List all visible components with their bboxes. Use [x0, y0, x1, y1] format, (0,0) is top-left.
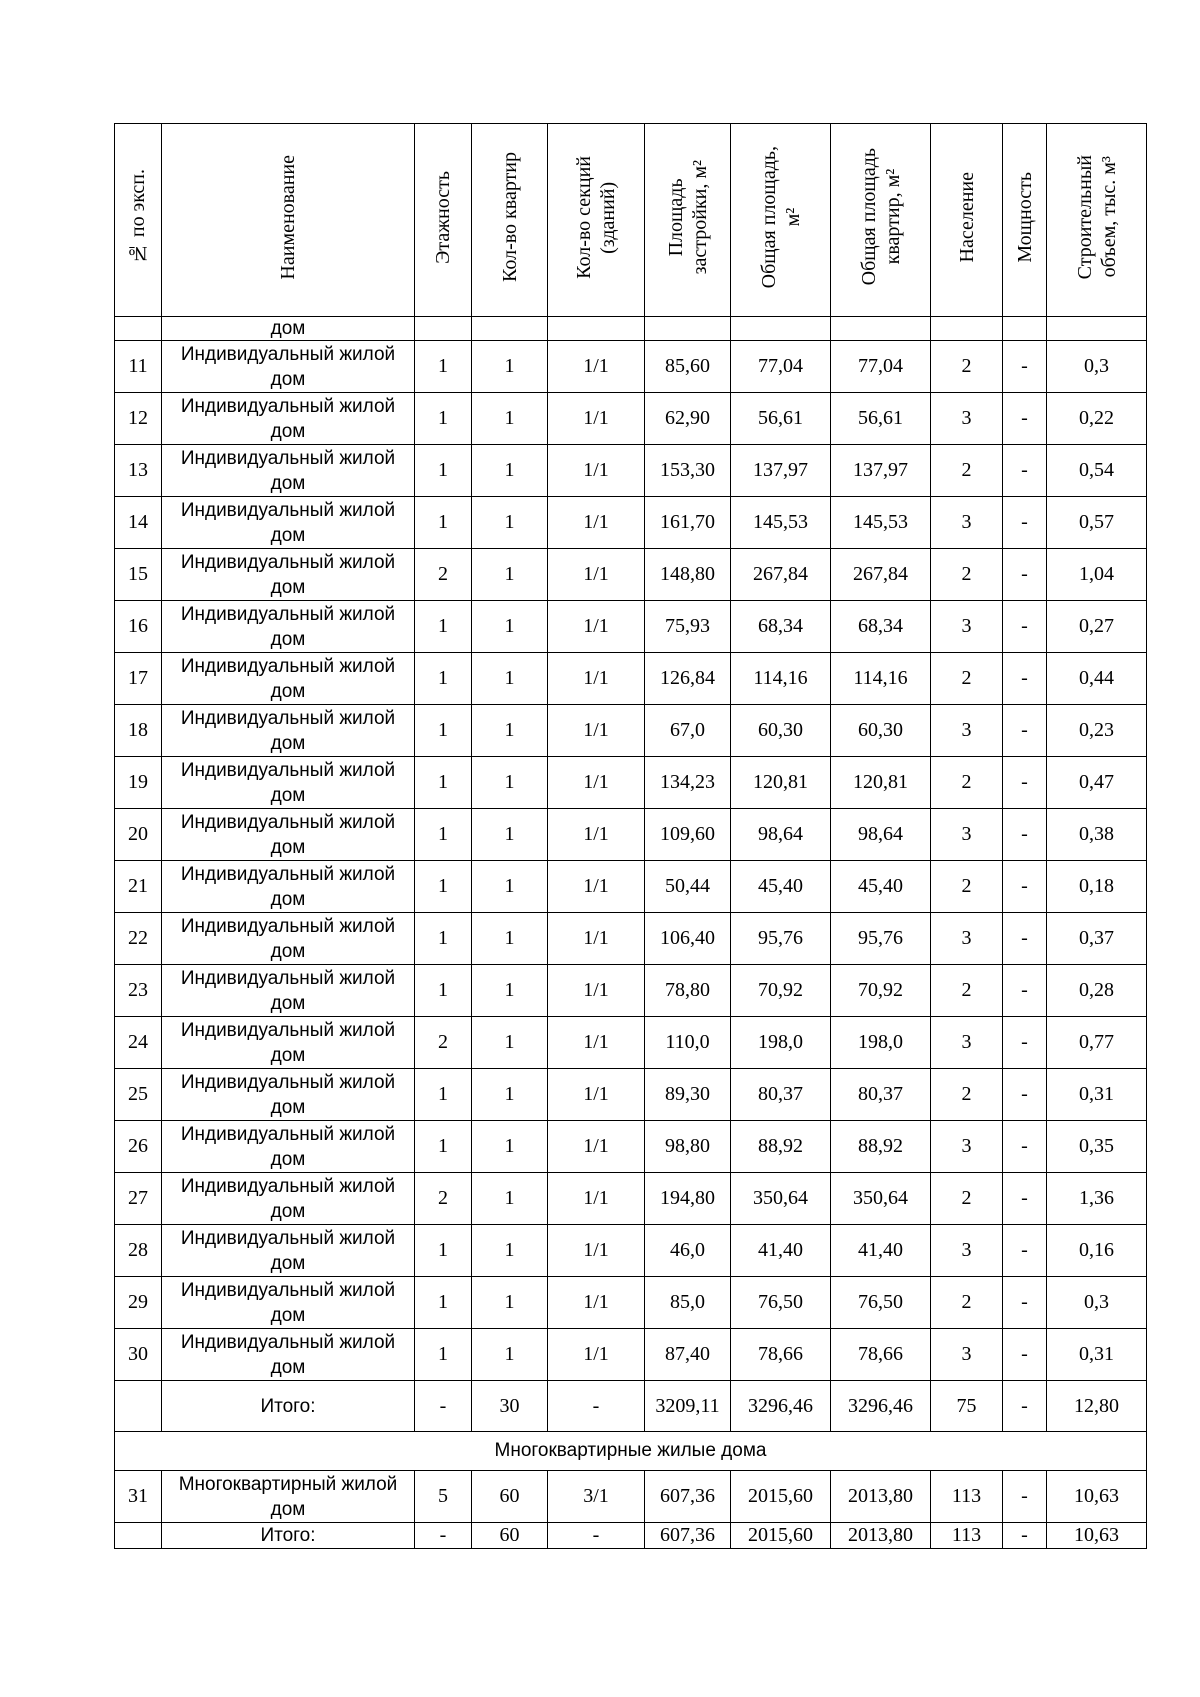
- cell-volume: 1,04: [1047, 549, 1147, 601]
- cell-population: 2: [931, 341, 1003, 393]
- cell-sections: 1/1: [548, 393, 645, 445]
- cell-total-area: 198,0: [731, 1017, 831, 1069]
- cell-volume: 10,63: [1047, 1523, 1147, 1549]
- cell-apt-area: 95,76: [831, 913, 931, 965]
- cell-sections: 1/1: [548, 1017, 645, 1069]
- cell-name: Индивидуальный жилой дом: [162, 757, 415, 809]
- cell-name: Индивидуальный жилой дом: [162, 1069, 415, 1121]
- cell-apts: 1: [472, 1225, 548, 1277]
- cell-capacity: -: [1003, 653, 1047, 705]
- cell-name: Индивидуальный жилой дом: [162, 601, 415, 653]
- cell-total-area: 78,66: [731, 1329, 831, 1381]
- cell-floors: 5: [415, 1471, 472, 1523]
- header-num: № по эксп.: [115, 124, 162, 317]
- cell-num: 20: [115, 809, 162, 861]
- cell-floors: 2: [415, 1017, 472, 1069]
- cell-capacity: -: [1003, 757, 1047, 809]
- cell-build-area: 75,93: [645, 601, 731, 653]
- header-row: [115, 124, 1147, 317]
- cell-name: Индивидуальный жилой дом: [162, 1277, 415, 1329]
- cell-apt-area: 145,53: [831, 497, 931, 549]
- cell-population: 2: [931, 549, 1003, 601]
- cell-total-area: 2015,60: [731, 1471, 831, 1523]
- cell-sections: 1/1: [548, 705, 645, 757]
- cell-apts: 60: [472, 1523, 548, 1549]
- cell-volume: 0,54: [1047, 445, 1147, 497]
- cell-apts: 60: [472, 1471, 548, 1523]
- cell-capacity: -: [1003, 1017, 1047, 1069]
- cell-num: 15: [115, 549, 162, 601]
- cell-sections: 1/1: [548, 757, 645, 809]
- table-row: [115, 341, 1147, 393]
- cell-apts: 1: [472, 1121, 548, 1173]
- cell-name: Многоквартирный жилой дом: [162, 1471, 415, 1523]
- cell-num: 17: [115, 653, 162, 705]
- cell-apt-area: 88,92: [831, 1121, 931, 1173]
- cell-apt-area: 120,81: [831, 757, 931, 809]
- cell-population: 113: [931, 1471, 1003, 1523]
- cell-sections: -: [548, 1523, 645, 1549]
- cell-name: Индивидуальный жилой дом: [162, 1121, 415, 1173]
- header-volume: Строительный объем, тыс. м³: [1047, 124, 1147, 317]
- cell-sections: 1/1: [548, 1121, 645, 1173]
- table-row: [115, 1069, 1147, 1121]
- cell-apt-area: 68,34: [831, 601, 931, 653]
- cell-apts: 1: [472, 1017, 548, 1069]
- cell-population: 2: [931, 1069, 1003, 1121]
- cell-build-area: 148,80: [645, 549, 731, 601]
- cell-capacity: -: [1003, 1225, 1047, 1277]
- cell-volume: 0,37: [1047, 913, 1147, 965]
- cell-apt-area: 267,84: [831, 549, 931, 601]
- cell-floors: 1: [415, 341, 472, 393]
- table-row: [115, 1121, 1147, 1173]
- cell-num: 30: [115, 1329, 162, 1381]
- cell-floors: 1: [415, 653, 472, 705]
- cell-population: 2: [931, 861, 1003, 913]
- table-row: [115, 393, 1147, 445]
- cell-build-area: 87,40: [645, 1329, 731, 1381]
- cell-num: [115, 1381, 162, 1432]
- cell-build-area: 98,80: [645, 1121, 731, 1173]
- cell-apts: 1: [472, 341, 548, 393]
- cell-floors: 1: [415, 1069, 472, 1121]
- cell-num: 31: [115, 1471, 162, 1523]
- table-row: [115, 1017, 1147, 1069]
- cell-num: 13: [115, 445, 162, 497]
- cell-capacity: -: [1003, 549, 1047, 601]
- cell-num: 29: [115, 1277, 162, 1329]
- cell-total-area: 80,37: [731, 1069, 831, 1121]
- cell-num: 27: [115, 1173, 162, 1225]
- cell-name: Индивидуальный жилой дом: [162, 705, 415, 757]
- cell-volume: 12,80: [1047, 1381, 1147, 1432]
- cell-sections: 1/1: [548, 1277, 645, 1329]
- cell-capacity: -: [1003, 1173, 1047, 1225]
- table-row: [115, 497, 1147, 549]
- cell-volume: 0,23: [1047, 705, 1147, 757]
- section-row: [115, 1432, 1147, 1471]
- cell-floors: 1: [415, 601, 472, 653]
- cell-volume: 0,18: [1047, 861, 1147, 913]
- cell-build-area: 46,0: [645, 1225, 731, 1277]
- header-apts: Кол-во квартир: [472, 124, 548, 317]
- cell-capacity: -: [1003, 393, 1047, 445]
- table-row: [115, 757, 1147, 809]
- cell-capacity: -: [1003, 965, 1047, 1017]
- cell-volume: 0,3: [1047, 1277, 1147, 1329]
- cell-sections: 1/1: [548, 341, 645, 393]
- cell-name: Индивидуальный жилой дом: [162, 913, 415, 965]
- cell-floors: 1: [415, 1121, 472, 1173]
- total-row-multi: [115, 1523, 1147, 1549]
- cell-total-area: 77,04: [731, 341, 831, 393]
- cell-volume: 0,38: [1047, 809, 1147, 861]
- cell-apts: 1: [472, 965, 548, 1017]
- cell-sections: 1/1: [548, 1329, 645, 1381]
- cell-population: 75: [931, 1381, 1003, 1432]
- cell-volume: 0,47: [1047, 757, 1147, 809]
- cell-apts: 1: [472, 757, 548, 809]
- cell-build-area: 106,40: [645, 913, 731, 965]
- cell-capacity: -: [1003, 913, 1047, 965]
- cell-build-area: 126,84: [645, 653, 731, 705]
- cell-name: Индивидуальный жилой дом: [162, 1225, 415, 1277]
- cell-total-area: 45,40: [731, 861, 831, 913]
- cell-capacity: -: [1003, 1329, 1047, 1381]
- cell-apts: 1: [472, 1329, 548, 1381]
- cell-apts: 1: [472, 913, 548, 965]
- cell-population: 3: [931, 1017, 1003, 1069]
- cell-name: Итого:: [162, 1381, 415, 1432]
- cell-apt-area: 80,37: [831, 1069, 931, 1121]
- cell-floors: 1: [415, 393, 472, 445]
- cell-apt-area: 41,40: [831, 1225, 931, 1277]
- header-sections: Кол-во секций (зданий): [548, 124, 645, 317]
- cell-build-area: 607,36: [645, 1523, 731, 1549]
- cell-name: Итого:: [162, 1523, 415, 1549]
- cell-total-area: 145,53: [731, 497, 831, 549]
- cell-population: 3: [931, 601, 1003, 653]
- cell-population: 3: [931, 913, 1003, 965]
- cell-capacity: -: [1003, 1381, 1047, 1432]
- cell-num: 23: [115, 965, 162, 1017]
- cell-apt-area: 137,97: [831, 445, 931, 497]
- cell-name: Индивидуальный жилой дом: [162, 861, 415, 913]
- cell-floors: 1: [415, 1277, 472, 1329]
- cell-volume: 0,3: [1047, 341, 1147, 393]
- cell-build-area: 89,30: [645, 1069, 731, 1121]
- cell-apt-area: 2013,80: [831, 1523, 931, 1549]
- cell-capacity: -: [1003, 497, 1047, 549]
- cell-total-area: 56,61: [731, 393, 831, 445]
- cell-apt-area: 77,04: [831, 341, 931, 393]
- cell-total-area: 70,92: [731, 965, 831, 1017]
- cell-apt-area: 70,92: [831, 965, 931, 1017]
- cell-name: Индивидуальный жилой дом: [162, 393, 415, 445]
- cell-num: 16: [115, 601, 162, 653]
- cell-volume: 0,31: [1047, 1069, 1147, 1121]
- cell-volume: 0,27: [1047, 601, 1147, 653]
- header-name: Наименование: [162, 124, 415, 317]
- cell-volume: 0,44: [1047, 653, 1147, 705]
- cell-num: 25: [115, 1069, 162, 1121]
- cell-num: 19: [115, 757, 162, 809]
- cell-apt-area: 45,40: [831, 861, 931, 913]
- table-row: [115, 549, 1147, 601]
- cell-population: 3: [931, 1225, 1003, 1277]
- cell-name: Индивидуальный жилой дом: [162, 549, 415, 601]
- cell-capacity: -: [1003, 601, 1047, 653]
- cell-apt-area: 60,30: [831, 705, 931, 757]
- cell-build-area: 85,60: [645, 341, 731, 393]
- cell-floors: 1: [415, 913, 472, 965]
- cell-volume: 0,16: [1047, 1225, 1147, 1277]
- cell-name: Индивидуальный жилой дом: [162, 1329, 415, 1381]
- cell-build-area: 50,44: [645, 861, 731, 913]
- table-row: [115, 1173, 1147, 1225]
- cell-build-area: 78,80: [645, 965, 731, 1017]
- cell-apts: 1: [472, 549, 548, 601]
- cell-total-area: 41,40: [731, 1225, 831, 1277]
- cell-sections: 1/1: [548, 549, 645, 601]
- cell-build-area: 109,60: [645, 809, 731, 861]
- header-population: Население: [931, 124, 1003, 317]
- cell-sections: 1/1: [548, 965, 645, 1017]
- cell-apt-area: 198,0: [831, 1017, 931, 1069]
- cell-population: 2: [931, 1277, 1003, 1329]
- cell-num: 14: [115, 497, 162, 549]
- section-title: Многоквартирные жилые дома: [115, 1432, 1147, 1471]
- cell-volume: 0,28: [1047, 965, 1147, 1017]
- continued-name: дом: [162, 317, 415, 341]
- cell-sections: 1/1: [548, 497, 645, 549]
- cell-apt-area: 2013,80: [831, 1471, 931, 1523]
- cell-sections: -: [548, 1381, 645, 1432]
- table-row: [115, 1471, 1147, 1523]
- cell-floors: 1: [415, 445, 472, 497]
- cell-total-area: 60,30: [731, 705, 831, 757]
- cell-apts: 1: [472, 1173, 548, 1225]
- header-floors: Этажность: [415, 124, 472, 317]
- cell-total-area: 68,34: [731, 601, 831, 653]
- cell-build-area: 85,0: [645, 1277, 731, 1329]
- cell-population: 2: [931, 757, 1003, 809]
- cell-name: Индивидуальный жилой дом: [162, 497, 415, 549]
- cell-volume: 0,22: [1047, 393, 1147, 445]
- cell-apt-area: 98,64: [831, 809, 931, 861]
- cell-name: Индивидуальный жилой дом: [162, 445, 415, 497]
- cell-num: 24: [115, 1017, 162, 1069]
- table-row: [115, 445, 1147, 497]
- cell-sections: 1/1: [548, 913, 645, 965]
- header-capacity: Мощность: [1003, 124, 1047, 317]
- cell-apt-area: 56,61: [831, 393, 931, 445]
- continued-row: [115, 317, 1147, 341]
- cell-total-area: 267,84: [731, 549, 831, 601]
- cell-volume: 0,77: [1047, 1017, 1147, 1069]
- cell-total-area: 88,92: [731, 1121, 831, 1173]
- cell-capacity: -: [1003, 1121, 1047, 1173]
- cell-name: Индивидуальный жилой дом: [162, 1017, 415, 1069]
- cell-total-area: 2015,60: [731, 1523, 831, 1549]
- cell-floors: 1: [415, 1329, 472, 1381]
- cell-build-area: 153,30: [645, 445, 731, 497]
- cell-build-area: 194,80: [645, 1173, 731, 1225]
- cell-floors: 1: [415, 1225, 472, 1277]
- cell-capacity: -: [1003, 1277, 1047, 1329]
- cell-total-area: 114,16: [731, 653, 831, 705]
- total-row-individual: [115, 1381, 1147, 1432]
- cell-population: 3: [931, 497, 1003, 549]
- cell-floors: 2: [415, 1173, 472, 1225]
- header-build-area: Площадь застройки, м²: [645, 124, 731, 317]
- table-row: [115, 1329, 1147, 1381]
- cell-capacity: -: [1003, 1471, 1047, 1523]
- cell-volume: 1,36: [1047, 1173, 1147, 1225]
- cell-capacity: -: [1003, 1069, 1047, 1121]
- cell-population: 2: [931, 445, 1003, 497]
- cell-sections: 3/1: [548, 1471, 645, 1523]
- cell-capacity: -: [1003, 861, 1047, 913]
- cell-build-area: 110,0: [645, 1017, 731, 1069]
- cell-total-area: 98,64: [731, 809, 831, 861]
- cell-build-area: 3209,11: [645, 1381, 731, 1432]
- buildings-table: [114, 123, 1147, 1549]
- cell-num: 28: [115, 1225, 162, 1277]
- cell-sections: 1/1: [548, 809, 645, 861]
- cell-build-area: 161,70: [645, 497, 731, 549]
- table-row: [115, 861, 1147, 913]
- cell-population: 3: [931, 809, 1003, 861]
- cell-apt-area: 78,66: [831, 1329, 931, 1381]
- cell-population: 3: [931, 1121, 1003, 1173]
- cell-sections: 1/1: [548, 601, 645, 653]
- cell-apts: 30: [472, 1381, 548, 1432]
- cell-apts: 1: [472, 861, 548, 913]
- cell-name: Индивидуальный жилой дом: [162, 965, 415, 1017]
- cell-floors: 1: [415, 809, 472, 861]
- cell-total-area: 137,97: [731, 445, 831, 497]
- table-row: [115, 601, 1147, 653]
- cell-population: 2: [931, 653, 1003, 705]
- cell-population: 113: [931, 1523, 1003, 1549]
- cell-num: 11: [115, 341, 162, 393]
- cell-sections: 1/1: [548, 1173, 645, 1225]
- cell-volume: 0,31: [1047, 1329, 1147, 1381]
- cell-name: Индивидуальный жилой дом: [162, 809, 415, 861]
- cell-apts: 1: [472, 497, 548, 549]
- cell-sections: 1/1: [548, 653, 645, 705]
- cell-num: [115, 1523, 162, 1549]
- cell-num: 18: [115, 705, 162, 757]
- cell-apts: 1: [472, 705, 548, 757]
- cell-population: 3: [931, 393, 1003, 445]
- header-total-area: Общая площадь, м²: [731, 124, 831, 317]
- table-row: [115, 965, 1147, 1017]
- cell-floors: -: [415, 1381, 472, 1432]
- cell-total-area: 3296,46: [731, 1381, 831, 1432]
- cell-floors: 2: [415, 549, 472, 601]
- cell-sections: 1/1: [548, 861, 645, 913]
- cell-capacity: -: [1003, 809, 1047, 861]
- cell-apt-area: 350,64: [831, 1173, 931, 1225]
- cell-num: 12: [115, 393, 162, 445]
- cell-apts: 1: [472, 445, 548, 497]
- cell-capacity: -: [1003, 1523, 1047, 1549]
- cell-apt-area: 114,16: [831, 653, 931, 705]
- table-row: [115, 1277, 1147, 1329]
- cell-population: 2: [931, 965, 1003, 1017]
- cell-build-area: 67,0: [645, 705, 731, 757]
- cell-build-area: 607,36: [645, 1471, 731, 1523]
- cell-sections: 1/1: [548, 1069, 645, 1121]
- cell-build-area: 134,23: [645, 757, 731, 809]
- cell-total-area: 350,64: [731, 1173, 831, 1225]
- header-apt-area: Общая площадь квартир, м²: [831, 124, 931, 317]
- cell-population: 3: [931, 1329, 1003, 1381]
- cell-population: 2: [931, 1173, 1003, 1225]
- cell-capacity: -: [1003, 705, 1047, 757]
- cell-num: 21: [115, 861, 162, 913]
- cell-floors: -: [415, 1523, 472, 1549]
- table-row: [115, 913, 1147, 965]
- cell-floors: 1: [415, 705, 472, 757]
- cell-total-area: 95,76: [731, 913, 831, 965]
- cell-num: 22: [115, 913, 162, 965]
- table-row: [115, 1225, 1147, 1277]
- cell-volume: 0,35: [1047, 1121, 1147, 1173]
- cell-total-area: 76,50: [731, 1277, 831, 1329]
- cell-name: Индивидуальный жилой дом: [162, 1173, 415, 1225]
- table-row: [115, 705, 1147, 757]
- cell-floors: 1: [415, 861, 472, 913]
- cell-volume: 10,63: [1047, 1471, 1147, 1523]
- cell-floors: 1: [415, 965, 472, 1017]
- cell-population: 3: [931, 705, 1003, 757]
- table-row: [115, 653, 1147, 705]
- cell-capacity: -: [1003, 445, 1047, 497]
- cell-floors: 1: [415, 757, 472, 809]
- cell-sections: 1/1: [548, 445, 645, 497]
- cell-volume: 0,57: [1047, 497, 1147, 549]
- cell-capacity: -: [1003, 341, 1047, 393]
- cell-build-area: 62,90: [645, 393, 731, 445]
- cell-apts: 1: [472, 809, 548, 861]
- cell-total-area: 120,81: [731, 757, 831, 809]
- cell-apts: 1: [472, 1277, 548, 1329]
- cell-apts: 1: [472, 1069, 548, 1121]
- cell-apts: 1: [472, 393, 548, 445]
- cell-apts: 1: [472, 653, 548, 705]
- cell-floors: 1: [415, 497, 472, 549]
- cell-apts: 1: [472, 601, 548, 653]
- cell-apt-area: 3296,46: [831, 1381, 931, 1432]
- cell-name: Индивидуальный жилой дом: [162, 653, 415, 705]
- cell-num: 26: [115, 1121, 162, 1173]
- cell-apt-area: 76,50: [831, 1277, 931, 1329]
- cell-sections: 1/1: [548, 1225, 645, 1277]
- table-row: [115, 809, 1147, 861]
- cell-name: Индивидуальный жилой дом: [162, 341, 415, 393]
